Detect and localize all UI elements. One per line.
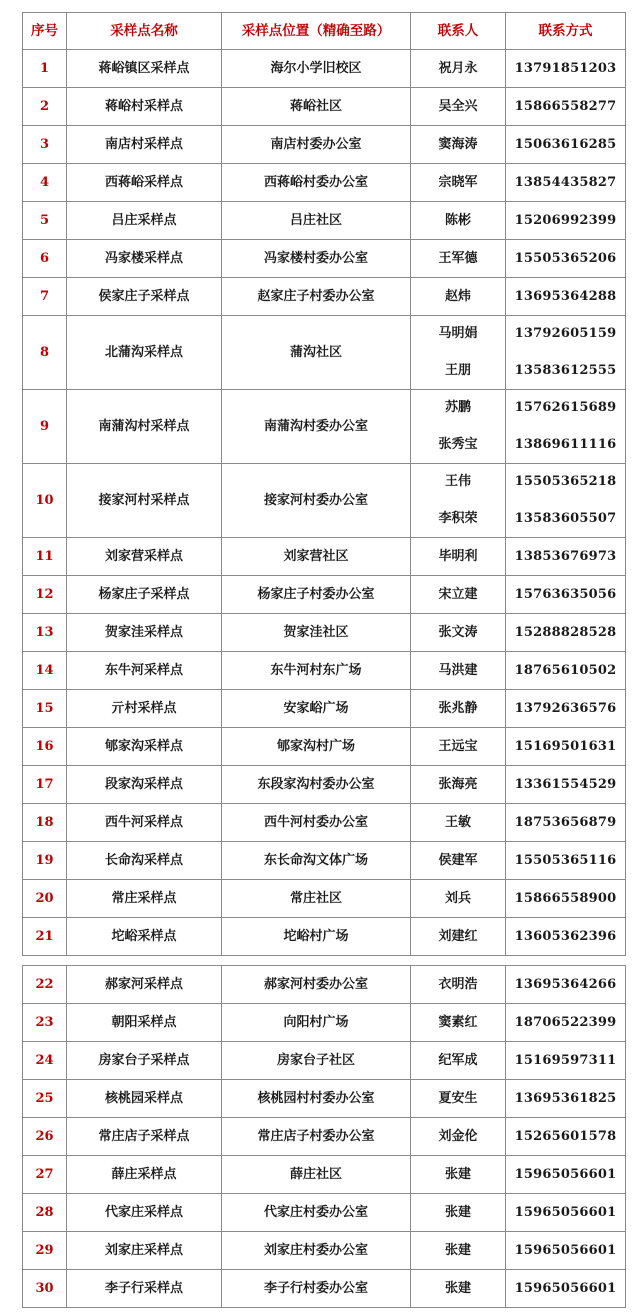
table-row [23, 202, 626, 240]
cell-number: 22 [23, 966, 67, 1004]
cell-number: 12 [23, 576, 67, 614]
cell-contact-person: 张文涛 [411, 614, 506, 652]
cell-number: 7 [23, 278, 67, 316]
cell-contact-phone: 13853676973 [506, 538, 626, 576]
cell-number: 25 [23, 1080, 67, 1118]
cell-site-location: 向阳村广场 [222, 1004, 411, 1042]
cell-number: 4 [23, 164, 67, 202]
cell-number: 14 [23, 652, 67, 690]
cell-site-location: 东牛河村东广场 [222, 652, 411, 690]
cell-site-location: 核桃园村村委办公室 [222, 1080, 411, 1118]
cell-number: 16 [23, 728, 67, 766]
contact-phone: 13792605159 [514, 326, 617, 342]
cell-site-location: 海尔小学旧校区 [222, 50, 411, 88]
contact-phone: 13583605507 [514, 510, 617, 526]
cell-contact-phone: 15505365206 [506, 240, 626, 278]
cell-contact-person: 宋立建 [411, 576, 506, 614]
table-row [23, 880, 626, 918]
table-row [23, 164, 626, 202]
cell-contact-person: 窦海涛 [411, 126, 506, 164]
cell-site-location: 刘家营社区 [222, 538, 411, 576]
cell-number: 3 [23, 126, 67, 164]
contact-phone: 15505365218 [514, 474, 617, 490]
cell-contact-person: 张海亮 [411, 766, 506, 804]
cell-site-name: 东牛河采样点 [67, 652, 222, 690]
contact-name: 苏鹏 [444, 400, 471, 416]
table-row [23, 464, 626, 538]
table-row [23, 766, 626, 804]
cell-contact-person: 刘金伦 [411, 1118, 506, 1156]
contact-name: 张秀宝 [438, 436, 478, 452]
cell-site-name: 常庄店子采样点 [67, 1118, 222, 1156]
cell-contact-person: 宗晓军 [411, 164, 506, 202]
cell-site-name: 薛庄采样点 [67, 1156, 222, 1194]
cell-site-location: 郝家河村委办公室 [222, 966, 411, 1004]
cell-site-name: 李子行采样点 [67, 1270, 222, 1308]
cell-number: 24 [23, 1042, 67, 1080]
cell-number: 13 [23, 614, 67, 652]
cell-contact-person: 夏安生 [411, 1080, 506, 1118]
table-row [23, 240, 626, 278]
cell-number: 20 [23, 880, 67, 918]
cell-contact-phone: 13361554529 [506, 766, 626, 804]
cell-contact-person: 王军德 [411, 240, 506, 278]
table-row [23, 1004, 626, 1042]
cell-number: 9 [23, 390, 67, 464]
cell-contact-person: 张建 [411, 1156, 506, 1194]
cell-site-name: 代家庄采样点 [67, 1194, 222, 1232]
table-row [23, 966, 626, 1004]
cell-site-name: 刘家营采样点 [67, 538, 222, 576]
cell-number: 27 [23, 1156, 67, 1194]
cell-site-location: 常庄店子村委办公室 [222, 1118, 411, 1156]
cell-contact-phone: 13791851203 [506, 50, 626, 88]
table-row [23, 652, 626, 690]
cell-contact-person: 张建 [411, 1194, 506, 1232]
cell-contact-phone: 15866558277 [506, 88, 626, 126]
contact-phone: 13869611116 [514, 436, 617, 452]
cell-site-name: 北蒲沟采样点 [67, 316, 222, 390]
cell-contact-phone: 18765610502 [506, 652, 626, 690]
cell-site-location: 杨家庄子村委办公室 [222, 576, 411, 614]
cell-site-name: 刘家庄采样点 [67, 1232, 222, 1270]
cell-site-name: 吕庄采样点 [67, 202, 222, 240]
header-contact-person: 联系人 [411, 13, 506, 50]
contact-name: 李积荣 [438, 510, 478, 526]
table-row [23, 1156, 626, 1194]
table-row [23, 538, 626, 576]
cell-site-name: 坨峪采样点 [67, 918, 222, 956]
cell-contact-phone: 15866558900 [506, 880, 626, 918]
cell-contact-phone: 15965056601 [506, 1156, 626, 1194]
table-row [23, 1118, 626, 1156]
cell-contact-person: 陈彬 [411, 202, 506, 240]
cell-number: 21 [23, 918, 67, 956]
table-body-1 [23, 50, 626, 956]
cell-site-name: 西牛河采样点 [67, 804, 222, 842]
cell-contact-phone: 13695364288 [506, 278, 626, 316]
cell-contact-phone: 15965056601 [506, 1270, 626, 1308]
cell-contact-person [411, 390, 506, 464]
cell-site-name: 西蒋峪采样点 [67, 164, 222, 202]
table-row [23, 316, 626, 390]
cell-number: 17 [23, 766, 67, 804]
cell-site-location: 蒲沟社区 [222, 316, 411, 390]
cell-contact-phone: 15169501631 [506, 728, 626, 766]
cell-contact-phone: 13792636576 [506, 690, 626, 728]
cell-site-location: 薛庄社区 [222, 1156, 411, 1194]
table-row [23, 804, 626, 842]
cell-contact-phone: 15965056601 [506, 1232, 626, 1270]
table-row [23, 690, 626, 728]
table-row [23, 842, 626, 880]
table-body-2 [23, 966, 626, 1308]
table-row [23, 50, 626, 88]
cell-contact-person: 刘兵 [411, 880, 506, 918]
cell-site-location: 南蒲沟村委办公室 [222, 390, 411, 464]
table-row [23, 1194, 626, 1232]
cell-site-name: 蒋峪镇区采样点 [67, 50, 222, 88]
cell-contact-phone: 13605362396 [506, 918, 626, 956]
cell-contact-phone: 15763635056 [506, 576, 626, 614]
cell-site-name: 杨家庄子采样点 [67, 576, 222, 614]
cell-number: 5 [23, 202, 67, 240]
cell-number: 1 [23, 50, 67, 88]
contact-phone: 15762615689 [514, 400, 617, 416]
cell-number: 6 [23, 240, 67, 278]
contact-name: 王朋 [444, 362, 471, 378]
cell-site-location: 郇家沟村广场 [222, 728, 411, 766]
cell-site-name: 接家河村采样点 [67, 464, 222, 538]
contact-name: 马明娟 [438, 326, 478, 342]
cell-site-location: 代家庄村委办公室 [222, 1194, 411, 1232]
cell-site-location: 房家台子社区 [222, 1042, 411, 1080]
header-site-location: 采样点位置（精确至路） [222, 13, 411, 50]
table-row [23, 88, 626, 126]
cell-contact-phone: 18753656879 [506, 804, 626, 842]
cell-site-location: 东段家沟村委办公室 [222, 766, 411, 804]
cell-contact-person: 张建 [411, 1232, 506, 1270]
header-number: 序号 [23, 13, 67, 50]
cell-site-name: 蒋峪村采样点 [67, 88, 222, 126]
cell-contact-person: 吴全兴 [411, 88, 506, 126]
cell-site-name: 南店村采样点 [67, 126, 222, 164]
table-row [23, 614, 626, 652]
cell-contact-person: 毕明利 [411, 538, 506, 576]
cell-contact-phone: 15288828528 [506, 614, 626, 652]
cell-contact-phone: 15505365116 [506, 842, 626, 880]
cell-contact-person: 王远宝 [411, 728, 506, 766]
cell-site-name: 核桃园采样点 [67, 1080, 222, 1118]
cell-site-name: 贺家洼采样点 [67, 614, 222, 652]
cell-contact-phone: 18706522399 [506, 1004, 626, 1042]
cell-number: 28 [23, 1194, 67, 1232]
cell-contact-person: 马洪建 [411, 652, 506, 690]
cell-site-name: 南蒲沟村采样点 [67, 390, 222, 464]
cell-number: 30 [23, 1270, 67, 1308]
cell-site-name: 常庄采样点 [67, 880, 222, 918]
cell-contact-person [411, 464, 506, 538]
cell-contact-person: 张建 [411, 1270, 506, 1308]
header-site-name: 采样点名称 [67, 13, 222, 50]
cell-site-location: 西牛河村委办公室 [222, 804, 411, 842]
cell-contact-phone [506, 390, 626, 464]
cell-contact-person: 纪军成 [411, 1042, 506, 1080]
cell-site-name: 长命沟采样点 [67, 842, 222, 880]
cell-site-location: 坨峪村广场 [222, 918, 411, 956]
cell-site-location: 贺家洼社区 [222, 614, 411, 652]
sampling-sites-table-2 [22, 965, 626, 1308]
table-row [23, 1042, 626, 1080]
table-row [23, 278, 626, 316]
cell-contact-person [411, 316, 506, 390]
cell-contact-phone: 13695364266 [506, 966, 626, 1004]
cell-contact-person: 窦素红 [411, 1004, 506, 1042]
table-row [23, 576, 626, 614]
cell-contact-person: 侯建军 [411, 842, 506, 880]
table-header-row [23, 13, 626, 50]
cell-site-location: 东长命沟文体广场 [222, 842, 411, 880]
cell-site-name: 亓村采样点 [67, 690, 222, 728]
cell-contact-phone: 15063616285 [506, 126, 626, 164]
cell-site-location: 刘家庄村委办公室 [222, 1232, 411, 1270]
table-row [23, 1270, 626, 1308]
cell-number: 10 [23, 464, 67, 538]
table-row [23, 1232, 626, 1270]
table-row [23, 390, 626, 464]
table-row [23, 728, 626, 766]
cell-number: 2 [23, 88, 67, 126]
cell-number: 15 [23, 690, 67, 728]
cell-site-name: 郇家沟采样点 [67, 728, 222, 766]
header-contact-phone: 联系方式 [506, 13, 626, 50]
cell-contact-person: 刘建红 [411, 918, 506, 956]
cell-site-location: 蒋峪社区 [222, 88, 411, 126]
contact-name: 王伟 [444, 474, 471, 490]
cell-contact-phone: 15965056601 [506, 1194, 626, 1232]
cell-contact-phone: 13854435827 [506, 164, 626, 202]
cell-contact-phone: 15206992399 [506, 202, 626, 240]
table-row [23, 1080, 626, 1118]
table-row [23, 918, 626, 956]
cell-site-location: 南店村委办公室 [222, 126, 411, 164]
cell-contact-phone: 15265601578 [506, 1118, 626, 1156]
cell-number: 29 [23, 1232, 67, 1270]
cell-contact-phone: 13695361825 [506, 1080, 626, 1118]
cell-site-name: 侯家庄子采样点 [67, 278, 222, 316]
cell-site-name: 郝家河采样点 [67, 966, 222, 1004]
cell-site-location: 赵家庄子村委办公室 [222, 278, 411, 316]
cell-number: 19 [23, 842, 67, 880]
cell-site-location: 安家峪广场 [222, 690, 411, 728]
cell-site-location: 接家河村委办公室 [222, 464, 411, 538]
cell-site-location: 冯家楼村委办公室 [222, 240, 411, 278]
cell-site-name: 冯家楼采样点 [67, 240, 222, 278]
cell-contact-person: 祝月永 [411, 50, 506, 88]
cell-number: 23 [23, 1004, 67, 1042]
cell-site-name: 朝阳采样点 [67, 1004, 222, 1042]
cell-site-location: 常庄社区 [222, 880, 411, 918]
cell-number: 8 [23, 316, 67, 390]
cell-number: 11 [23, 538, 67, 576]
cell-contact-phone [506, 316, 626, 390]
contact-phone: 13583612555 [514, 362, 617, 378]
cell-number: 18 [23, 804, 67, 842]
cell-site-name: 段家沟采样点 [67, 766, 222, 804]
cell-contact-person: 王敏 [411, 804, 506, 842]
cell-contact-person: 赵炜 [411, 278, 506, 316]
table-row [23, 126, 626, 164]
cell-contact-person: 衣明浩 [411, 966, 506, 1004]
cell-site-name: 房家台子采样点 [67, 1042, 222, 1080]
sampling-sites-table-1 [22, 12, 626, 956]
cell-number: 26 [23, 1118, 67, 1156]
cell-site-location: 西蒋峪村委办公室 [222, 164, 411, 202]
cell-contact-phone: 15169597311 [506, 1042, 626, 1080]
cell-contact-phone [506, 464, 626, 538]
cell-site-location: 吕庄社区 [222, 202, 411, 240]
cell-contact-person: 张兆静 [411, 690, 506, 728]
cell-site-location: 李子行村委办公室 [222, 1270, 411, 1308]
